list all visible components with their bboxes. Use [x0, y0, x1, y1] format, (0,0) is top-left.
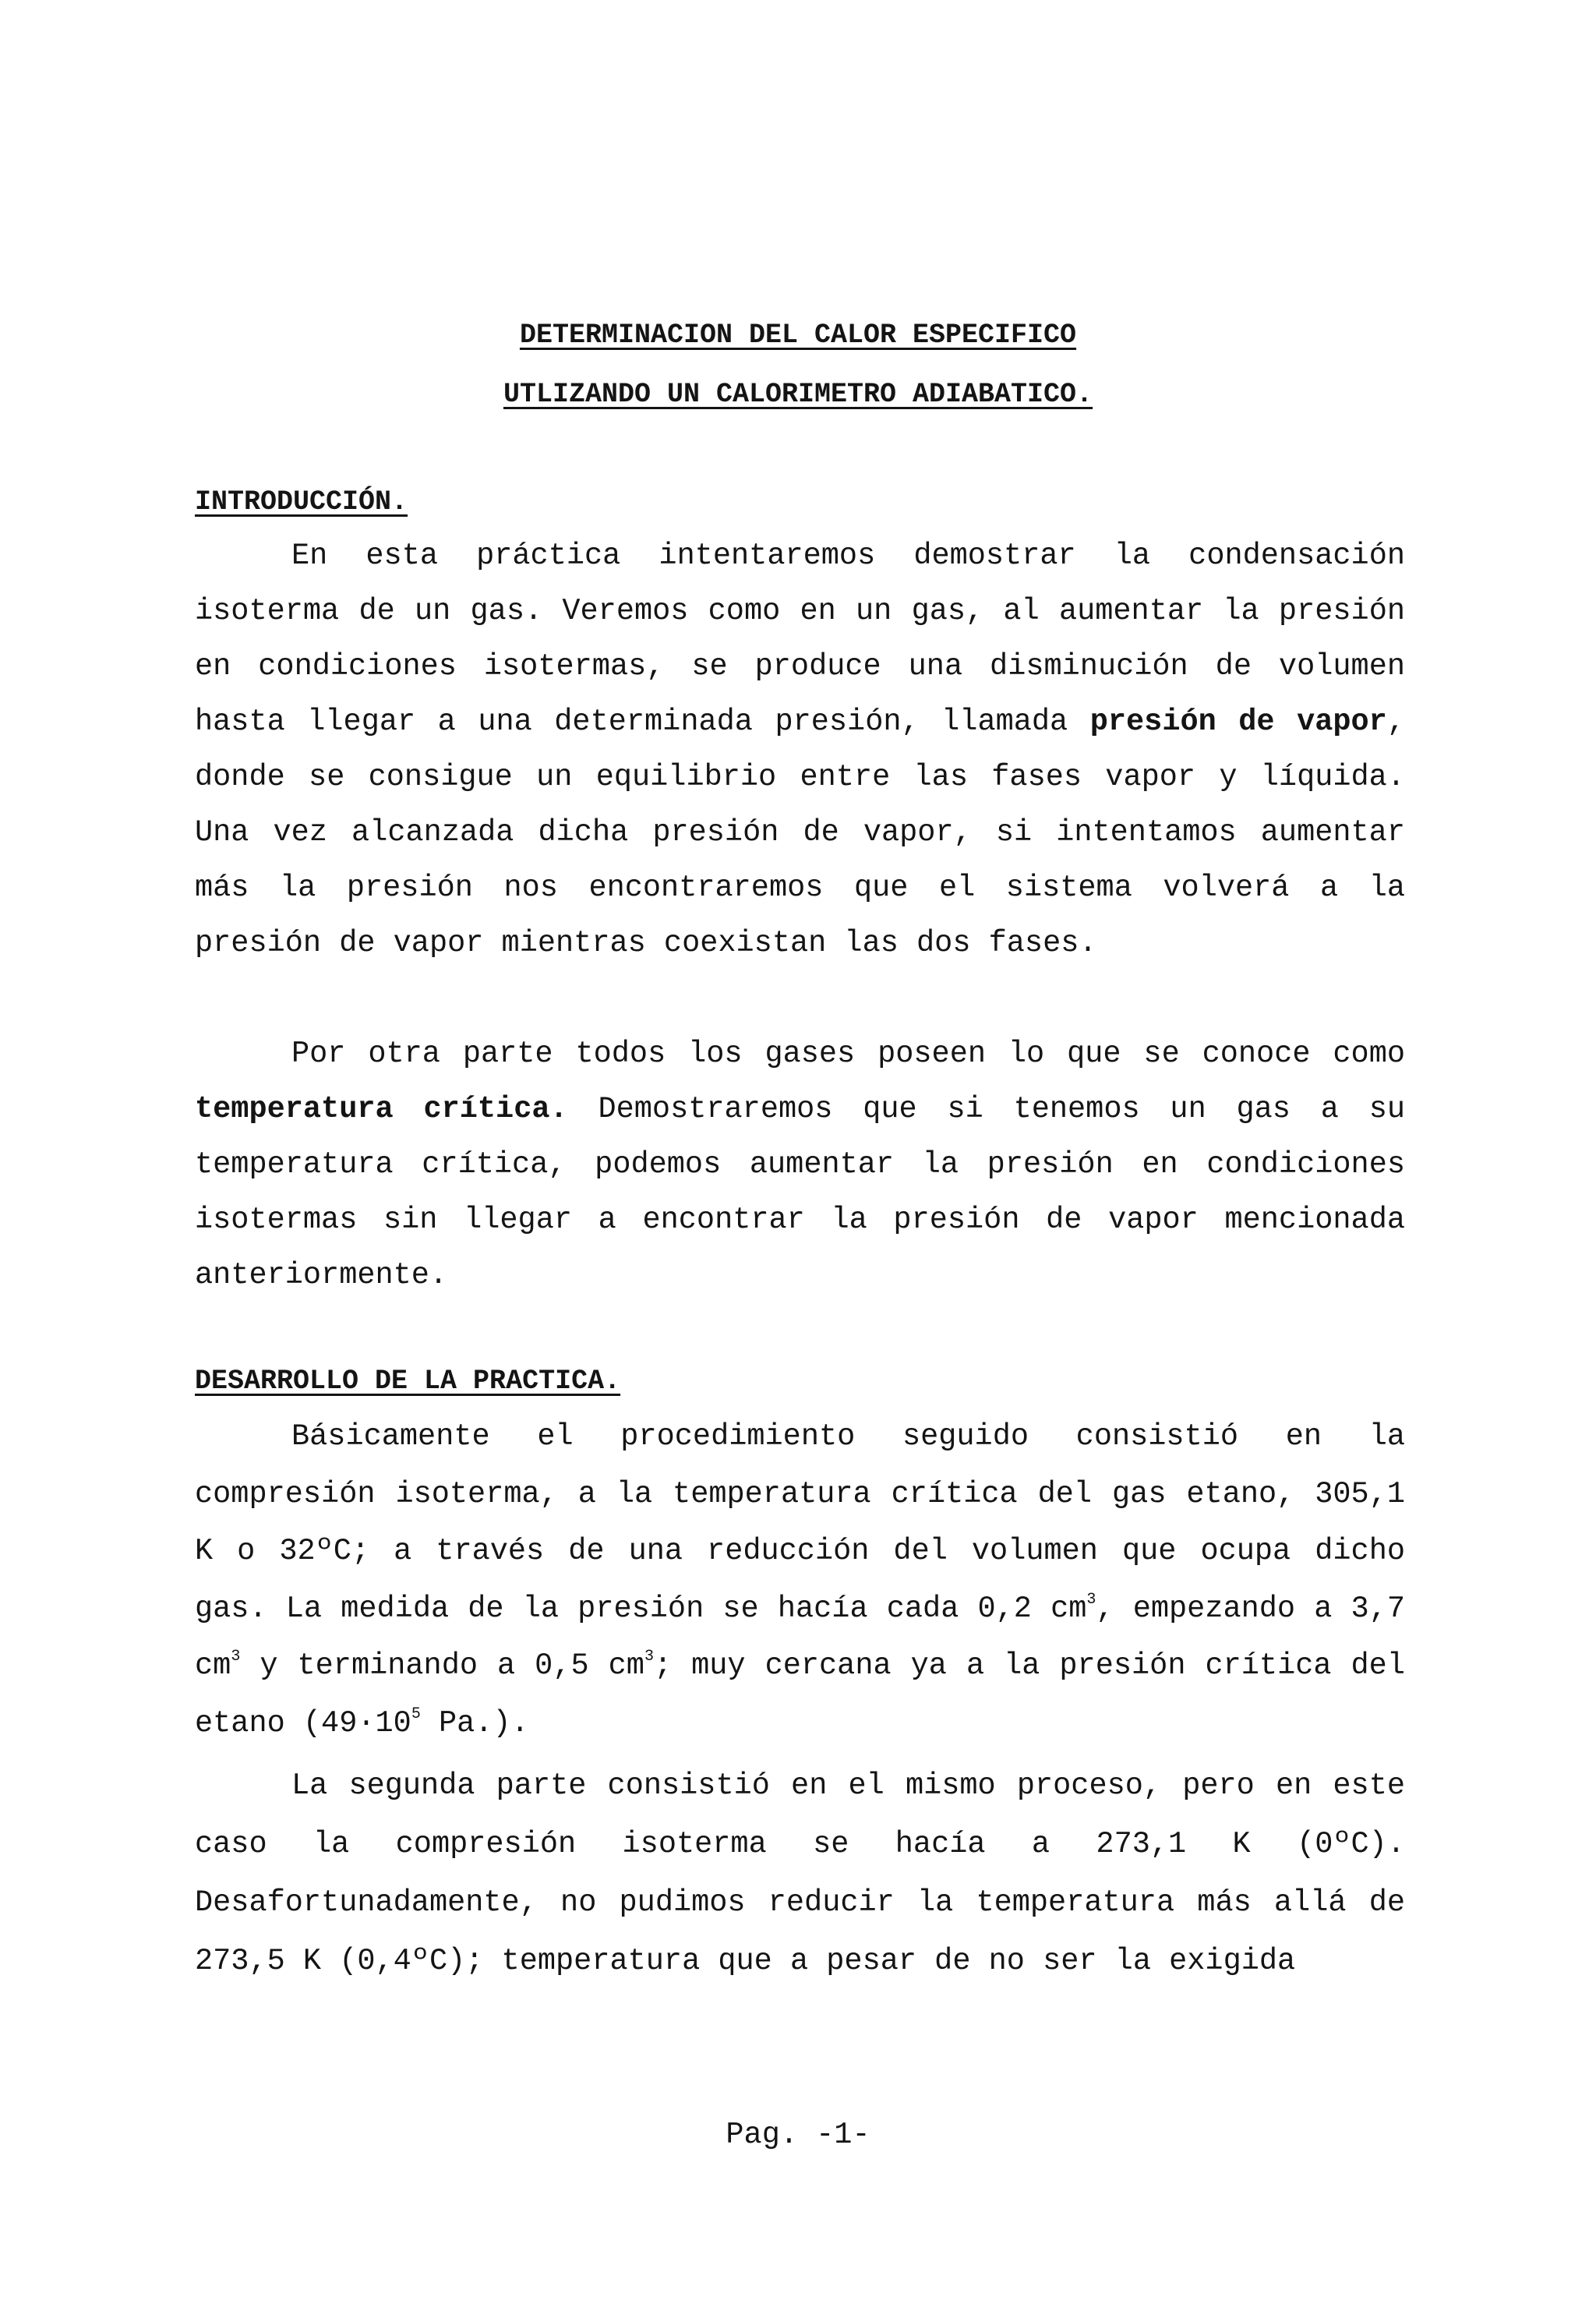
text-segment: Por otra parte todos los gases poseen lo que se conoce como: [291, 1037, 1405, 1071]
text-segment: , empezando a 3,7 cm: [195, 1591, 1405, 1684]
text-segment: En esta práctica intentaremos demostrar la condensación isoterma de un gas. Veremos como en un gas, al aumentar la presión en condiciones isotermas, se produce una disminución de volumen hasta llegar a una determinada presión, llamada: [195, 539, 1405, 739]
text-segment: Demostraremos que si tenemos un gas a su temperatura crítica, podemos aumentar la presión en condiciones isotermas sin llegar a encontrar la presión de vapor mencionada anteriormente.: [195, 1092, 1406, 1292]
desarrollo-paragraph-2: [195, 1757, 1405, 1991]
superscript: 3: [644, 1648, 654, 1666]
desarrollo-paragraph-1: [195, 1408, 1405, 1753]
superscript: 5: [411, 1705, 421, 1723]
text-segment: Básicamente el procedimiento seguido consistió en la compresión isoterma, a la temperatura crítica del gas etano, 305,1 K o 32ºC; a través de una reducción del volumen que ocupa dicho gas. La medida de la presión se hacía cada 0,2 cm: [195, 1419, 1405, 1626]
page-number: Pag. -1-: [726, 2118, 870, 2152]
section-heading-introduccion: INTRODUCCIÓN.: [195, 486, 408, 518]
text-segment: La segunda parte consistió en el mismo proceso, pero en este caso la compresión isoterma se hacía a 273,1 K (0ºC). Desafortunadamente, no pudimos reducir la temperatura más allá de 273,5 K (0,4ºC); temperatura que a pesar de no ser la exigida: [195, 1769, 1405, 1978]
intro-paragraph-2: [195, 1026, 1405, 1303]
text-segment: Pa.).: [420, 1705, 529, 1740]
intro-paragraph-1: [195, 528, 1405, 971]
superscript: 3: [1086, 1590, 1096, 1609]
bold-term: temperatura crítica.: [195, 1092, 568, 1126]
section-heading-desarrollo: DESARROLLO DE LA PRACTICA.: [195, 1366, 621, 1397]
document-title-line-1: DETERMINACION DEL CALOR ESPECIFICO: [519, 320, 1077, 351]
text-segment: ; muy cercana ya a la presión crítica del etano (49·10: [195, 1648, 1405, 1740]
superscript: 3: [231, 1648, 241, 1666]
bold-term: presión de vapor: [1089, 705, 1387, 739]
text-segment: , donde se consigue un equilibrio entre las fases vapor y líquida. Una vez alcanzada dicha presión de vapor, si intentamos aumentar más la presión nos encontraremos que el sistema volverá a la presión de vapor mientras coexistan las dos fases.: [195, 705, 1405, 960]
document-title-line-2: UTLIZANDO UN CALORIMETRO ADIABATICO.: [503, 379, 1093, 410]
text-segment: y terminando a 0,5 cm: [240, 1648, 644, 1684]
